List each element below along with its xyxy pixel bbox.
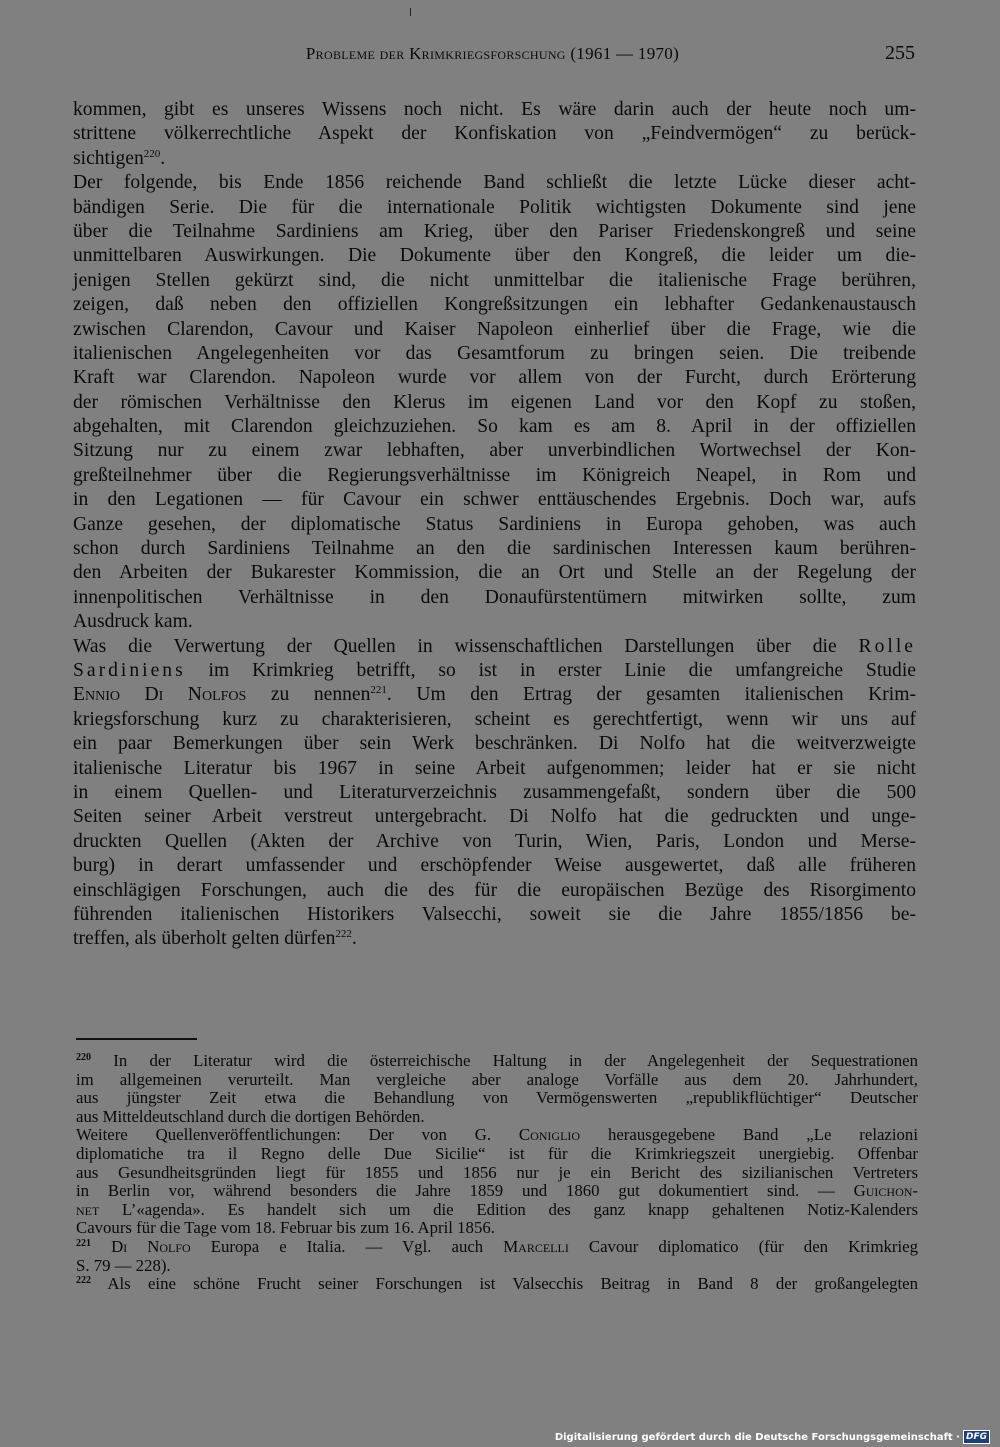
text-line bbox=[73, 927, 916, 951]
author-name: Coniglio bbox=[518, 1125, 581, 1145]
footnote-line: im allgemeinen verurteilt. Man vergleiche aber analoge Vorfälle aus dem 20. Jahrhundert, bbox=[76, 1069, 918, 1089]
text-line: italienischen Angelegenheiten vor das Gesamtforum zu bringen seien. Die treibende bbox=[73, 342, 916, 364]
text-line: den Arbeiten der Bukarester Kommission, die an Ort und Stelle an der Regelung der bbox=[73, 562, 916, 584]
footnote-line bbox=[76, 1238, 918, 1257]
running-title: Probleme der Krimkriegsforschung (1961 — 1970) bbox=[305, 44, 680, 63]
text-line: führenden italienischen Historikers Valsecchi, soweit sie die Jahre 1855/1856 be- bbox=[73, 903, 916, 925]
text-run: . bbox=[351, 928, 357, 950]
text-run: Europa e Italia. — Vgl. auch bbox=[190, 1236, 504, 1256]
footnote-ref-220[interactable]: 220 bbox=[143, 147, 161, 160]
text-run: im Krimkrieg betrifft, so ist in erster Linie die umfangreiche Studie bbox=[185, 659, 916, 681]
text-line: in einem Quellen- und Literaturverzeichnis zusammengefaßt, sondern über die 500 bbox=[73, 781, 916, 803]
text-line: zwischen Clarendon, Cavour und Kaiser Napoleon einherlief über die Frage, wie die bbox=[73, 318, 916, 340]
text-line: einschlägigen Forschungen, auch die des für die europäischen Bezüge des Risorgimento bbox=[73, 879, 916, 901]
text-line: kommen, gibt es unseres Wissens noch nicht. Es wäre darin auch der heute noch um- bbox=[73, 99, 916, 120]
text-line: bändigen Serie. Die für die internationale Politik wichtigsten Dokumente sind jene bbox=[73, 196, 916, 218]
emphasis-spaced: Sardiniens bbox=[73, 659, 186, 681]
text-line: strittene völkerrechtliche Aspekt der Konfiskation von „Feindvermögen“ zu berück- bbox=[73, 123, 916, 145]
page-number: 255 bbox=[885, 42, 915, 64]
text-run: . Um den Ertrag der gesamten italienischen Krim- bbox=[386, 684, 916, 706]
dfg-logo: DFG bbox=[963, 1430, 990, 1444]
author-name: net bbox=[76, 1199, 100, 1219]
text-line: kriegsforschung kurz zu charakterisieren, scheint es gerechtfertigt, wenn wir uns auf bbox=[73, 708, 916, 730]
text-line: schon durch Sardiniens Teilnahme an den die sardinischen Interessen kaum berühren- bbox=[73, 538, 916, 560]
text-line: unmittelbaren Auswirkungen. Die Dokumente über den Kongreß, die leider um die- bbox=[73, 245, 916, 267]
footnote-line bbox=[76, 1275, 918, 1294]
text-line: über die Teilnahme Sardiniens am Krieg, über den Pariser Friedenskongreß und seine bbox=[73, 220, 916, 242]
text-run: Als eine schöne Frucht seiner Forschungen ist Valsecchis Beitrag in Band 8 der großangelegten bbox=[91, 1274, 918, 1294]
text-line bbox=[73, 659, 916, 683]
scan-mark bbox=[410, 8, 411, 16]
footnote-line bbox=[76, 1052, 918, 1071]
text-line bbox=[73, 635, 916, 659]
footnote-ref-221[interactable]: 221 bbox=[370, 684, 387, 697]
footnote-line: diplomatiche tra il Regno delle Due Sicilie“ ist für die Krimkriegszeit unergiebig. Offenbar bbox=[76, 1143, 918, 1163]
footnote-line: aus jüngster Zeit etwa die Behandlung von Vermögenswerten „republikflüchtiger“ Deutscher bbox=[76, 1088, 918, 1108]
text-run: Cavour diplomatico (für den Krimkrieg bbox=[568, 1236, 919, 1256]
text-line: zeigen, daß neben den offiziellen Kongreßsitzungen ein lebhafter Gedankenaustausch bbox=[73, 294, 916, 316]
text-run: In der Literatur wird die österreichische Haltung in der Angelegenheit der Sequestrationen bbox=[91, 1051, 918, 1070]
text-line: Kraft war Clarendon. Napoleon wurde vor allem von der Furcht, durch Erörterung bbox=[73, 367, 916, 389]
footnote-number: 222 bbox=[76, 1275, 91, 1287]
footnote-line: Cavours für die Tage vom 18. Februar bis zum 16. April 1856. bbox=[76, 1218, 495, 1238]
text-run: . bbox=[160, 147, 166, 169]
author-name: Ennio Di Nolfos bbox=[73, 684, 247, 706]
text-line: Der folgende, bis Ende 1856 reichende Band schließt die letzte Lücke dieser acht- bbox=[73, 172, 916, 194]
text-line: Seiten seiner Arbeit verstreut untergebracht. Di Nolfo hat die gedruckten und unge- bbox=[73, 806, 916, 828]
text-line bbox=[73, 683, 916, 707]
emphasis-spaced: Rolle bbox=[858, 635, 916, 657]
text-line: in den Legationen — für Cavour ein schwer enttäuschendes Ergebnis. Doch war, aufs bbox=[73, 489, 916, 511]
text-line: greßteilnehmer über die Regierungsverhältnisse im Königreich Neapel, in Rom und bbox=[73, 464, 916, 486]
text-run: herausgegebene Band „Le relazioni bbox=[580, 1125, 918, 1145]
footnote-number: 221 bbox=[76, 1237, 91, 1249]
text-run: zu nennen bbox=[246, 684, 371, 706]
text-line: jenigen Stellen gekürzt sind, die nicht unmittelbar die italienische Frage berühren, bbox=[73, 269, 916, 291]
text-line: der römischen Verhältnisse den Klerus im eigenen Land vor den Kopf zu stoßen, bbox=[73, 391, 916, 413]
footnote-line: aus Gesundheitsgründen liegt für 1855 und 1856 nur je ein Bericht des sizilianischen Vertreters bbox=[76, 1162, 918, 1182]
text-run: Weitere Quellenveröffentlichungen: Der von G. bbox=[76, 1125, 519, 1145]
text-run: in Berlin vor, während besonders die Jahre 1859 und 1860 gut dokumentiert sind. — bbox=[76, 1181, 854, 1201]
footnotes bbox=[76, 1052, 918, 1294]
text-line: burg) in derart umfassender und erschöpfender Weise ausgewertet, daß alle früheren bbox=[73, 855, 916, 877]
author-name: Marcelli bbox=[503, 1236, 569, 1256]
text-line: italienische Literatur bis 1967 in seine Arbeit aufgenommen; leider hat er sie nicht bbox=[73, 757, 916, 779]
credit-text: Digitalisierung gefördert durch die Deutsche Forschungsgemeinschaft · bbox=[554, 1431, 960, 1443]
author-name: Di Nolfo bbox=[111, 1236, 191, 1256]
text-run: L’«agenda». Es handelt sich um die Edition des ganz knapp gehaltenen Notiz-Kalenders bbox=[99, 1199, 918, 1219]
main-text bbox=[73, 98, 916, 952]
digitization-credit bbox=[555, 1430, 990, 1444]
text-line bbox=[73, 147, 916, 171]
text-line: abgehalten, mit Clarendon gleichzuziehen. So kam es am 8. April in der offiziellen bbox=[73, 416, 916, 438]
footnote-line bbox=[76, 1126, 918, 1145]
text-run: Was die Verwertung der Quellen in wissenschaftlichen Darstellungen über die bbox=[73, 635, 859, 657]
author-name: Guichon- bbox=[853, 1181, 918, 1201]
text-line: Ausdruck kam. bbox=[73, 611, 193, 633]
footnote-divider bbox=[76, 1038, 197, 1040]
text-line: innenpolitischen Verhältnisse in den Donaufürstentümern mitwirken sollte, zum bbox=[73, 586, 916, 608]
text-run: sichtigen bbox=[73, 147, 144, 169]
footnote-ref-222[interactable]: 222 bbox=[335, 928, 352, 941]
running-head bbox=[70, 44, 915, 70]
footnote-number: 220 bbox=[76, 1052, 91, 1063]
text-line: Sitzung nur zu einem zwar lebhaften, aber unverbindlichen Wortwechsel der Kon- bbox=[73, 440, 916, 462]
footnote-line bbox=[76, 1201, 918, 1220]
text-line: ein paar Bemerkungen über sein Werk beschränken. Di Nolfo hat die weitverzweigte bbox=[73, 733, 916, 755]
footnote-line: S. 79 — 228). bbox=[76, 1255, 171, 1275]
footnote-line bbox=[76, 1182, 918, 1201]
text-run: treffen, als überholt gelten dürfen bbox=[73, 928, 336, 950]
text-line: Ganze gesehen, der diplomatische Status Sardiniens in Europa gehoben, was auch bbox=[73, 513, 916, 535]
footnote-line: aus Mitteldeutschland durch die dortigen Behörden. bbox=[76, 1106, 425, 1126]
text-line: druckten Quellen (Akten der Archive von Turin, Wien, Paris, London und Merse- bbox=[73, 830, 916, 852]
